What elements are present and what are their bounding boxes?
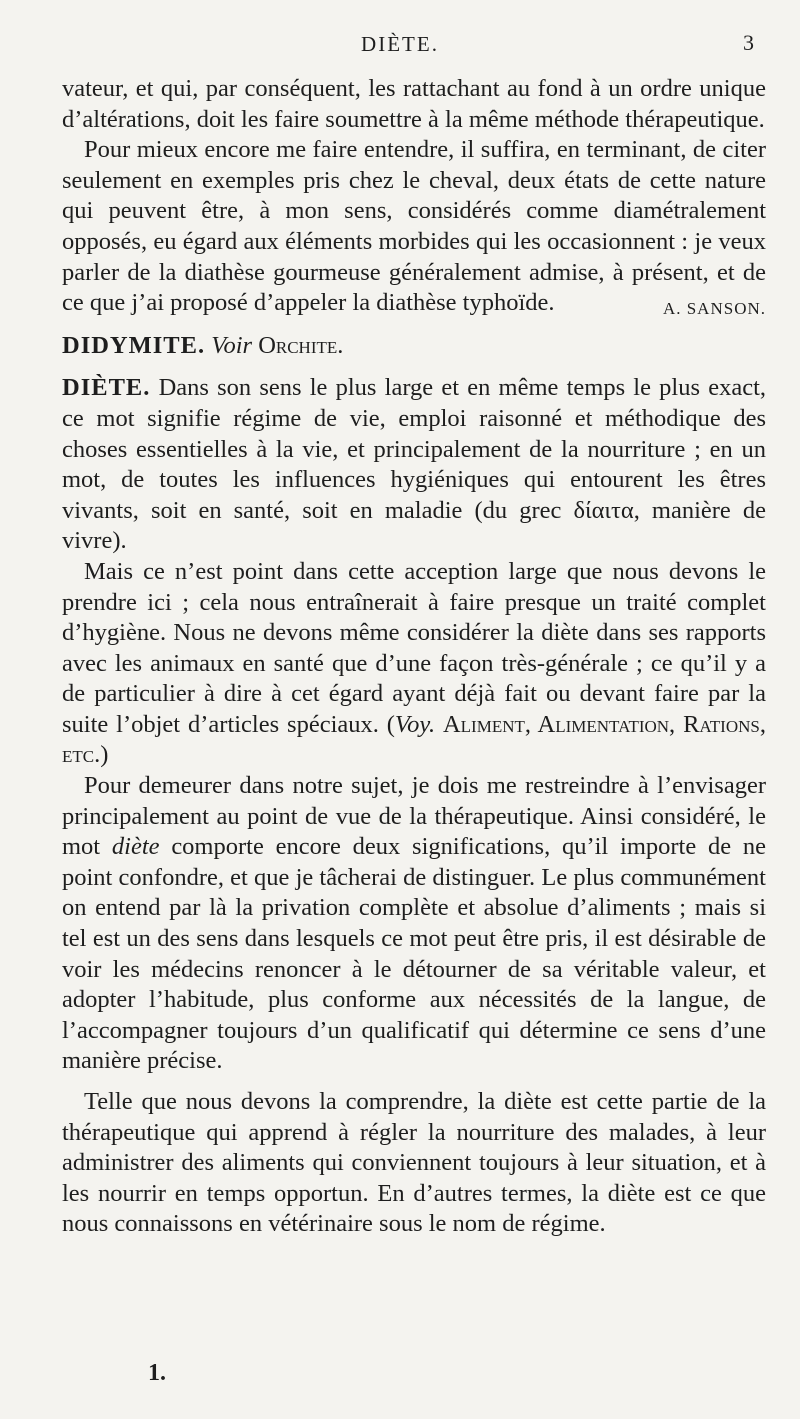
entry-diete: [62, 373, 766, 557]
entry-diete-definition: Dans son sens le plus large et en même temps le plus exact, ce mot signifie régime de vie, emploi raisonné et méthodique des choses essentielles à la vie, et principalement de la nourriture ; en un mot, de toutes les influences hygiéniques qui entourent les êtres vivants, soit en santé, soit en maladie (du grec δίαιτα, manière de vivre).: [62, 374, 767, 555]
paragraph-definition: Telle que nous devons la comprendre, la diète est cette partie de la thérapeutique qui apprend à régler la nourriture des malades, à leur administrer des aliments qui conviennent toujours à leur situation, et à les nourrir en temps opportun. En d’autres termes, la diète est ce que nous connaissons en vétérinaire sous le nom de régime.: [62, 1088, 766, 1238]
paragraph-therapeutique-a: Pour demeurer dans notre sujet, je dois me restreindre à l’envisager principalement au point de vue de la thérapeutique. Ainsi considéré, le mot: [62, 772, 766, 861]
cross-reference: Orchite.: [258, 331, 344, 359]
entry-didymite: [62, 331, 766, 362]
entry-head-diete: DIÈTE.: [62, 374, 151, 402]
page-number: 3: [743, 30, 754, 55]
paragraph-continuation: vateur, et qui, par conséquent, les rattachant au fond à un ordre unique d’altérations, doit les faire soumettre à la même méthode thérapeutique.: [62, 75, 766, 133]
running-head: DIÈTE.: [361, 32, 439, 56]
see-label: Voir: [211, 331, 253, 359]
paragraph-closing-text: Pour mieux encore me faire entendre, il suffira, en terminant, de citer seulement en exemples pris chez le cheval, deux états de cette nature qui peuvent être, à mon sens, considérés comme diamétralement opposés, eu égard aux éléments morbides qui les occasionnent : je veux parler de la diathèse gourmeuse généralement admise, à présent, et de ce que j’ai proposé d’appeler la diathèse typhoïde.: [62, 136, 766, 317]
paragraph-acception-text: Mais ce n’est point dans cette acception large que nous devons le prendre ici ; cela nous entraînerait à faire presque un traité complet d’hygiène. Nous ne devons même considérer la diète dans ses rapports avec les animaux en santé que d’une façon très-générale ; ce qu’il y a de particulier à dire à cet égard ayant déjà fait ou devant faire par la suite l’objet d’articles spéciaux.: [62, 557, 766, 738]
signature-mark: 1.: [148, 1360, 166, 1386]
cross-references: Aliment, Alimentation, Rations, etc.: [62, 710, 766, 769]
body-text: [62, 74, 766, 1240]
paragraph-therapeutique: [62, 771, 766, 1077]
term-diete: diète: [111, 833, 160, 861]
voy-label: Voy.: [394, 710, 436, 738]
page-header: [0, 26, 800, 62]
paragraph-therapeutique-b: comporte encore deux significations, qu’il importe de ne point confondre, et que je tâcherai de distinguer. Le plus communément on entend par là la privation complète et absolue d’aliments ; mais si tel est un des sens dans lesquels ce mot peut être pris, il est désirable de voir les médecins renoncer à le détourner de sa véritable valeur, et adopter l’habitude, plus conforme aux nécessités de la langue, de l’accompagner toujours d’un qualificatif qui détermine ce sens d’une manière précise.: [62, 833, 767, 1075]
paragraph-closing: [62, 135, 766, 319]
author-signature: A. SANSON.: [662, 299, 766, 319]
paragraph-acception: Mais ce n’est point dans cette acception large que nous devons le prendre ici ; cela nous entraînerait à faire presque un traité complet d’hygiène. Nous ne devons même considérer la diète dans ses rapports avec les animaux en santé que d’une façon très-générale ; ce qu’il y a de particulier à dire à cet égard ayant déjà fait ou devant faire par la suite l’objet d’articles spéciaux. (Voy. Aliment, Alimentation, Rations, etc.): [62, 557, 766, 769]
entry-head-didymite: DIDYMITE.: [62, 331, 206, 359]
